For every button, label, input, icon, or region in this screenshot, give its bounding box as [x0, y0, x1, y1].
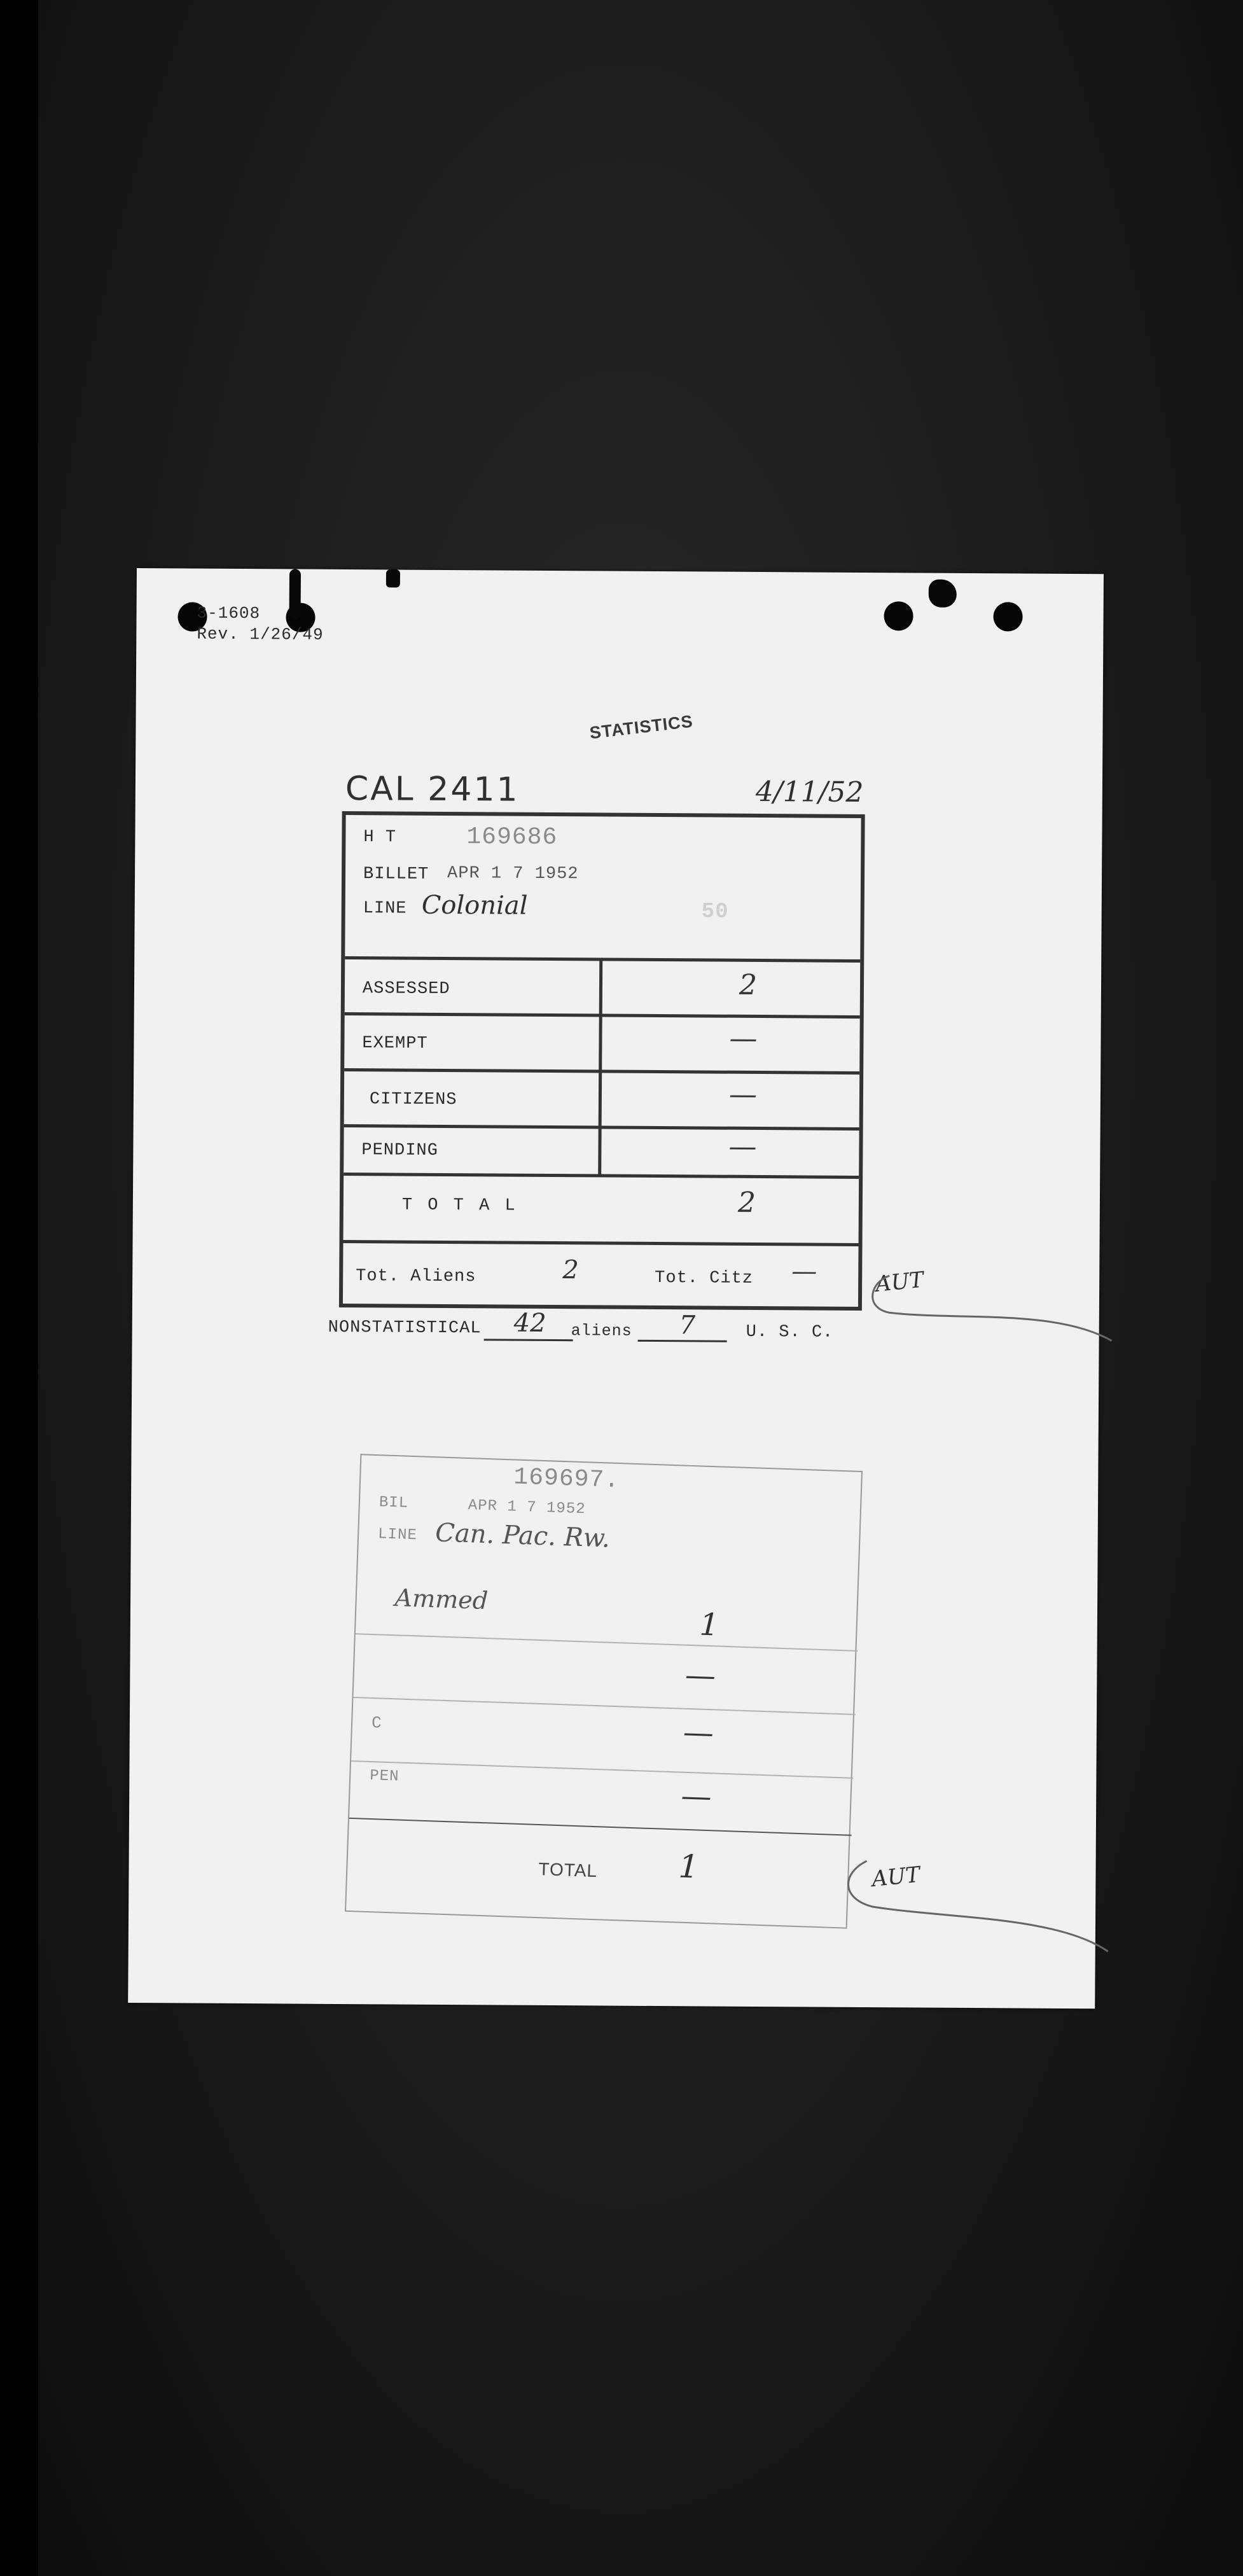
second-card-billet-date: APR 1 7 1952 [468, 1496, 587, 1519]
second-card-value-3: — [682, 1714, 714, 1751]
row-divider [356, 1633, 858, 1652]
initials-signature: AUT [874, 1267, 925, 1297]
row-label-citizens: CITIZENS [369, 1090, 457, 1110]
billet-date-stamp: APR 1 7 1952 [447, 863, 579, 884]
second-card-total-value: 1 [677, 1848, 700, 1886]
statistics-card [339, 811, 865, 1311]
statistics-stamp: STATISTICS [588, 711, 695, 743]
second-card-pen-mark: PEN [369, 1767, 399, 1786]
signature-flourish [863, 1263, 1118, 1360]
billet-label: BILLET [363, 865, 429, 884]
line-value: Colonial [421, 890, 528, 921]
total-citizens-label: Tot. Citz [655, 1268, 754, 1288]
nonstatistical-usc-label: U. S. C. [746, 1322, 834, 1342]
second-card-number: 169697. [513, 1463, 620, 1495]
line-label: LINE [363, 899, 407, 919]
ink-blot [386, 569, 400, 587]
second-signature-flourish [828, 1855, 1115, 1958]
second-card-value-4: — [680, 1778, 712, 1815]
second-card-line-value: Can. Pac. Rw. [434, 1518, 611, 1554]
row-label-assessed: ASSESSED [362, 979, 450, 999]
row-label-pending: PENDING [361, 1141, 438, 1160]
row-value-assessed: 2 [739, 968, 758, 1001]
total-citizens-value: — [791, 1257, 817, 1286]
row-divider [344, 1240, 859, 1246]
total-aliens-label: Tot. Aliens [356, 1267, 476, 1287]
second-card-value-1: 1 [698, 1606, 720, 1643]
document-page [128, 568, 1104, 2009]
scan-edge-left [0, 0, 38, 2576]
second-initials-signature: AUT [870, 1862, 922, 1892]
second-card-total-label: TOTAL [538, 1859, 598, 1881]
handwritten-date: 4/11/52 [755, 775, 864, 809]
row-divider [353, 1697, 856, 1715]
punch-hole-right [884, 601, 913, 630]
total-aliens-value: 2 [562, 1255, 579, 1285]
punch-hole-right-2 [993, 602, 1022, 631]
underline [484, 1339, 573, 1341]
underline [638, 1340, 727, 1342]
row-value-total: 2 [737, 1186, 756, 1219]
second-card-c-mark: C [371, 1713, 383, 1733]
row-value-citizens: — [728, 1078, 758, 1111]
second-card-billet-prefix: BIL [378, 1494, 409, 1512]
nonstatistical-aliens-value: 42 [513, 1308, 546, 1338]
form-revision: Rev. 1/26/49 [197, 624, 324, 644]
second-card-handwritten-label: Ammed [394, 1584, 489, 1615]
file-reference: CAL 2411 [345, 770, 520, 809]
nonstatistical-label: NONSTATISTICAL [328, 1318, 482, 1339]
second-card-line-prefix: LINE [377, 1526, 418, 1545]
second-card [345, 1454, 863, 1928]
faint-stamp-mark: 50 [701, 900, 729, 924]
ink-blot [289, 569, 301, 620]
row-label-total: T O T A L [401, 1195, 518, 1216]
column-divider [598, 957, 602, 1174]
nonstatistical-usc-value: 7 [679, 1311, 696, 1340]
second-card-value-2: — [684, 1657, 716, 1694]
ht-label: H T [363, 828, 397, 847]
nonstatistical-aliens-label: aliens [571, 1321, 632, 1340]
row-label-exempt: EXEMPT [362, 1034, 428, 1054]
row-divider [351, 1760, 854, 1779]
row-value-pending: — [728, 1130, 757, 1163]
form-number: 3-1608 [197, 603, 261, 623]
row-value-exempt: — [729, 1022, 758, 1055]
row-divider [349, 1818, 852, 1836]
ink-blot [929, 580, 957, 608]
ht-number: 169686 [466, 823, 558, 852]
